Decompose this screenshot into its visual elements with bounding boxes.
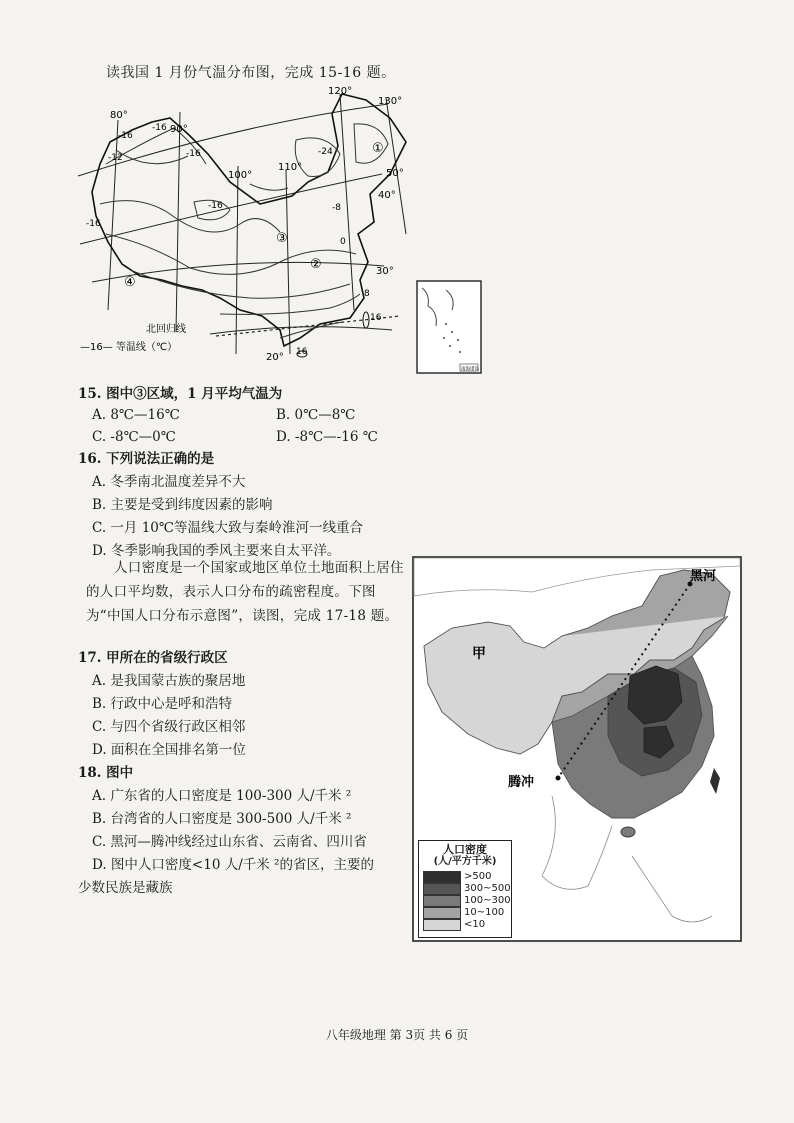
legend-row: 100~300 (423, 895, 511, 906)
legend-row: >500 (423, 871, 491, 882)
iso-label: 8 (364, 289, 370, 299)
q17-option-c: C. 与四个省级行政区相邻 (92, 719, 246, 735)
population-legend (418, 840, 512, 938)
q16-stem: 16. 下列说法正确的是 (78, 451, 215, 467)
region-label-3: ③ (276, 231, 288, 246)
isotherm-legend: —16— 等温线（℃） (80, 342, 178, 353)
lat-label-50: 50° (386, 168, 404, 179)
legend-row: 300~500 (423, 883, 511, 894)
q15-option-c: C. -8℃—0℃ (92, 429, 176, 445)
q17-option-a: A. 是我国蒙古族的聚居地 (92, 673, 246, 689)
iso-label: 16 (296, 347, 308, 357)
population-intro-paragraph: 人口密度是一个国家或地区单位土地面积上居住的人口平均数，表示人口分布的疏密程度。下图为“中国人口分布示意图”，读图，完成 17-18 题。 (86, 560, 404, 624)
q16-option-d: D. 冬季影响我国的季风主要来自太平洋。 (92, 543, 341, 559)
iso-label: -16 (186, 149, 201, 159)
iso-label: -16 (86, 219, 101, 229)
page-footer: 八年级地理 第 3页 共 6 页 (325, 1028, 469, 1042)
lon-label-120: 120° (328, 86, 353, 97)
q15-stem: 15. 图中③区域，1 月平均气温为 (78, 386, 283, 402)
lon-label-130: 130° (378, 96, 403, 107)
legend-unit: (人/平方千米) (433, 856, 497, 867)
q18-option-b: B. 台湾省的人口密度是 300-500 人/千米 ² (92, 811, 352, 827)
q18-option-c: C. 黑河—腾冲线经过山东省、云南省、四川省 (92, 834, 367, 850)
q18-option-d: D. 图中人口密度<10 人/千米 ²的省区，主要的 (92, 857, 374, 873)
lon-label-100: 100° (228, 170, 253, 181)
lat-label-20: 20° (266, 352, 284, 363)
label-jia: 甲 (472, 646, 486, 662)
legend-swatch (423, 919, 461, 931)
lon-label-90: 90° (170, 124, 188, 135)
inset-label: 南海诸岛 (461, 367, 479, 372)
legend-swatch (423, 907, 461, 919)
q15-option-d: D. -8℃—-16 ℃ (276, 429, 378, 445)
tropic-label: 北回归线 (146, 324, 186, 335)
legend-swatch (423, 895, 461, 907)
q15-option-a: A. 8℃—16℃ (92, 407, 180, 423)
q15-option-b: B. 0℃—8℃ (276, 407, 356, 423)
q17-option-d: D. 面积在全国排名第一位 (92, 742, 246, 758)
q17-option-b: B. 行政中心是呼和浩特 (92, 696, 233, 712)
legend-swatch (423, 883, 461, 895)
q18-stem: 18. 图中 (78, 765, 134, 781)
legend-row: <10 (423, 919, 485, 930)
q16-option-a: A. 冬季南北温度差异不大 (92, 474, 246, 490)
q18-option-a: A. 广东省的人口密度是 100-300 人/千米 ² (92, 788, 352, 804)
lat-label-40: 40° (378, 190, 396, 201)
lat-label-30: 30° (376, 266, 394, 277)
legend-swatch (423, 871, 461, 883)
south-china-sea-inset (416, 280, 482, 374)
iso-label: -16 (118, 131, 133, 141)
iso-label: 16 (370, 313, 382, 323)
label-heihe: 黑河 (690, 569, 717, 584)
region-label-4: ④ (124, 275, 136, 290)
legend-row: 10~100 (423, 907, 504, 918)
q16-option-b: B. 主要是受到纬度因素的影响 (92, 497, 273, 513)
q17-stem: 17. 甲所在的省级行政区 (78, 650, 228, 666)
iso-label: -8 (332, 203, 341, 213)
iso-label: -16 (152, 123, 167, 133)
label-tengchong: 腾冲 (508, 775, 535, 790)
q16-option-c: C. 一月 10℃等温线大致与秦岭淮河一线重合 (92, 520, 364, 536)
iso-label: 0 (340, 237, 346, 247)
legend-title: 人口密度 (443, 843, 487, 856)
lon-label-80: 80° (110, 110, 128, 121)
iso-label: -16 (208, 201, 223, 211)
q18-option-d-cont: 少数民族是藏族 (78, 880, 173, 896)
region-label-2: ② (310, 257, 322, 272)
lon-label-110: 110° (278, 162, 303, 173)
region-label-1: ① (372, 141, 384, 156)
iso-label: -12 (108, 153, 123, 163)
intro-text: 读我国 1 月份气温分布图，完成 15-16 题。 (106, 65, 396, 81)
january-temperature-map (70, 84, 410, 369)
iso-label: -24 (318, 147, 333, 157)
